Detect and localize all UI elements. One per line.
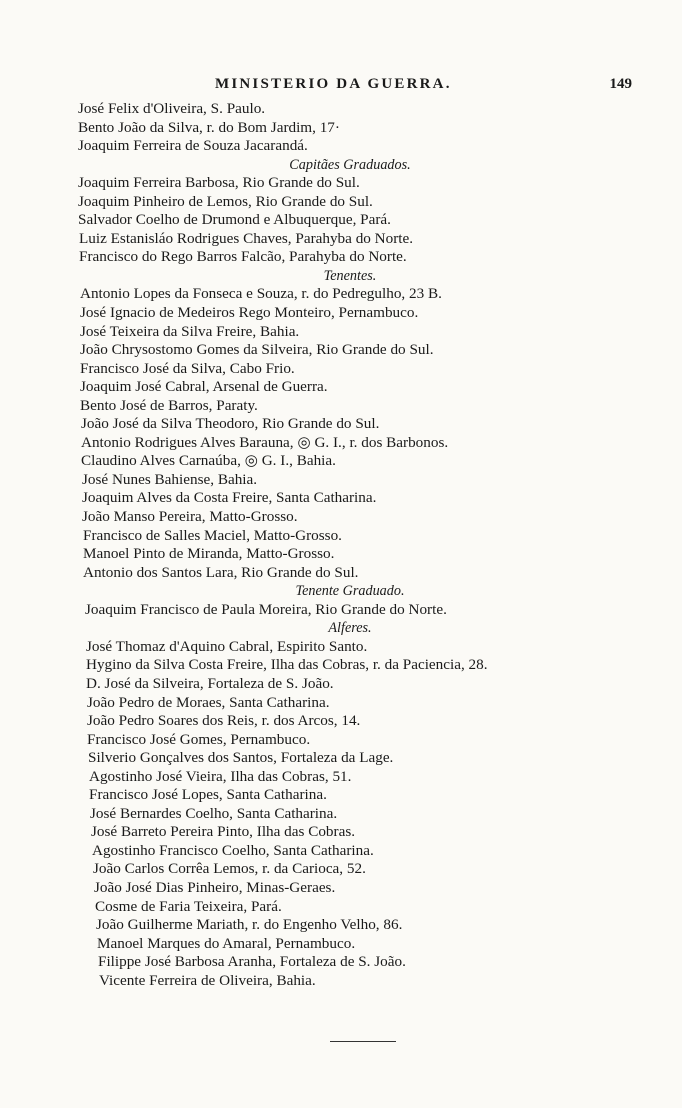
register-entry: João José Dias Pinheiro, Minas-Geraes. xyxy=(94,878,336,896)
section-heading: Alferes. xyxy=(328,620,372,637)
register-entry: José Bernardes Coelho, Santa Catharina. xyxy=(90,804,338,822)
register-entry: José Nunes Bahiense, Bahia. xyxy=(82,470,258,488)
register-entry: Manoel Pinto de Miranda, Matto-Grosso. xyxy=(83,545,335,563)
running-title: MINISTERIO DA GUERRA. xyxy=(215,76,452,92)
register-entry: Cosme de Faria Teixeira, Pará. xyxy=(95,897,282,915)
register-entry: Manoel Marques do Amaral, Pernambuco. xyxy=(97,934,356,952)
register-list xyxy=(0,100,682,990)
register-entry: Antonio Lopes da Fonseca e Souza, r. do Pedregulho, 23 B. xyxy=(80,285,442,303)
register-entry: Joaquim Francisco de Paula Moreira, Rio Grande do Norte. xyxy=(85,600,447,618)
register-entry: João José da Silva Theodoro, Rio Grande do Sul. xyxy=(81,415,380,433)
register-entry: José Thomaz d'Aquino Cabral, Espirito Santo. xyxy=(86,637,368,655)
register-entry: Francisco do Rego Barros Falcão, Parahyba do Norte. xyxy=(79,248,407,266)
register-entry: Francisco de Salles Maciel, Matto-Grosso. xyxy=(83,526,342,544)
register-entry: João Carlos Corrêa Lemos, r. da Carioca, 52. xyxy=(93,860,366,878)
register-entry: João Pedro Soares dos Reis, r. dos Arcos, 14. xyxy=(87,712,361,730)
register-entry: Joaquim José Cabral, Arsenal de Guerra. xyxy=(80,378,328,396)
register-entry: Claudino Alves Carnaúba, ◎ G. I., Bahia. xyxy=(81,452,336,470)
register-entry: Joaquim Ferreira de Souza Jacarandá. xyxy=(78,137,308,155)
register-entry: D. José da Silveira, Fortaleza de S. João. xyxy=(86,674,334,692)
register-entry: José Barreto Pereira Pinto, Ilha das Cobras. xyxy=(91,823,356,841)
register-entry: Agostinho Francisco Coelho, Santa Catharina. xyxy=(92,841,374,859)
register-entry: João Chrysostomo Gomes da Silveira, Rio Grande do Sul. xyxy=(80,341,434,359)
register-entry: Joaquim Pinheiro de Lemos, Rio Grande do Sul. xyxy=(78,192,373,210)
register-entry: Filippe José Barbosa Aranha, Fortaleza de S. João. xyxy=(98,953,406,971)
register-entry: João Guilherme Mariath, r. do Engenho Velho, 86. xyxy=(96,916,403,934)
register-entry: Salvador Coelho de Drumond e Albuquerque, Pará. xyxy=(78,211,391,229)
register-entry: José Teixeira da Silva Freire, Bahia. xyxy=(80,322,300,340)
register-entry: Agostinho José Vieira, Ilha das Cobras, 51. xyxy=(89,767,352,785)
register-entry: Bento José de Barros, Paraty. xyxy=(80,396,258,414)
register-entry: João Manso Pereira, Matto-Grosso. xyxy=(82,508,298,526)
register-entry: Francisco José da Silva, Cabo Frio. xyxy=(80,359,295,377)
page-number: 149 xyxy=(609,76,632,92)
register-entry: Silverio Gonçalves dos Santos, Fortaleza da Lage. xyxy=(88,749,394,767)
register-entry: Hygino da Silva Costa Freire, Ilha das Cobras, r. da Paciencia, 28. xyxy=(86,656,488,674)
register-entry: Joaquim Ferreira Barbosa, Rio Grande do Sul. xyxy=(78,174,360,192)
section-heading: Tenentes. xyxy=(323,267,377,284)
register-entry: José Felix d'Oliveira, S. Paulo. xyxy=(78,100,266,117)
register-entry: Antonio dos Santos Lara, Rio Grande do Sul. xyxy=(83,563,359,581)
register-entry: Francisco José Lopes, Santa Catharina. xyxy=(89,786,327,804)
section-heading: Tenente Graduado. xyxy=(295,583,405,600)
register-entry: Antonio Rodrigues Alves Barauna, ◎ G. I., r. dos Barbonos. xyxy=(81,433,449,451)
register-entry: Francisco José Gomes, Pernambuco. xyxy=(87,730,311,748)
register-entry: José Ignacio de Medeiros Rego Monteiro, Pernambuco. xyxy=(80,304,419,322)
register-entry: João Pedro de Moraes, Santa Catharina. xyxy=(87,693,330,711)
page-header xyxy=(0,76,682,98)
register-entry: Bento João da Silva, r. do Bom Jardim, 17· xyxy=(78,118,340,136)
end-rule xyxy=(330,1041,396,1042)
register-entry: Vicente Ferreira de Oliveira, Bahia. xyxy=(99,971,316,989)
section-heading: Capitães Graduados. xyxy=(289,156,411,173)
register-entry: Joaquim Alves da Costa Freire, Santa Catharina. xyxy=(82,489,377,507)
register-entry: Luiz Estanisláo Rodrigues Chaves, Parahyba do Norte. xyxy=(79,229,414,247)
